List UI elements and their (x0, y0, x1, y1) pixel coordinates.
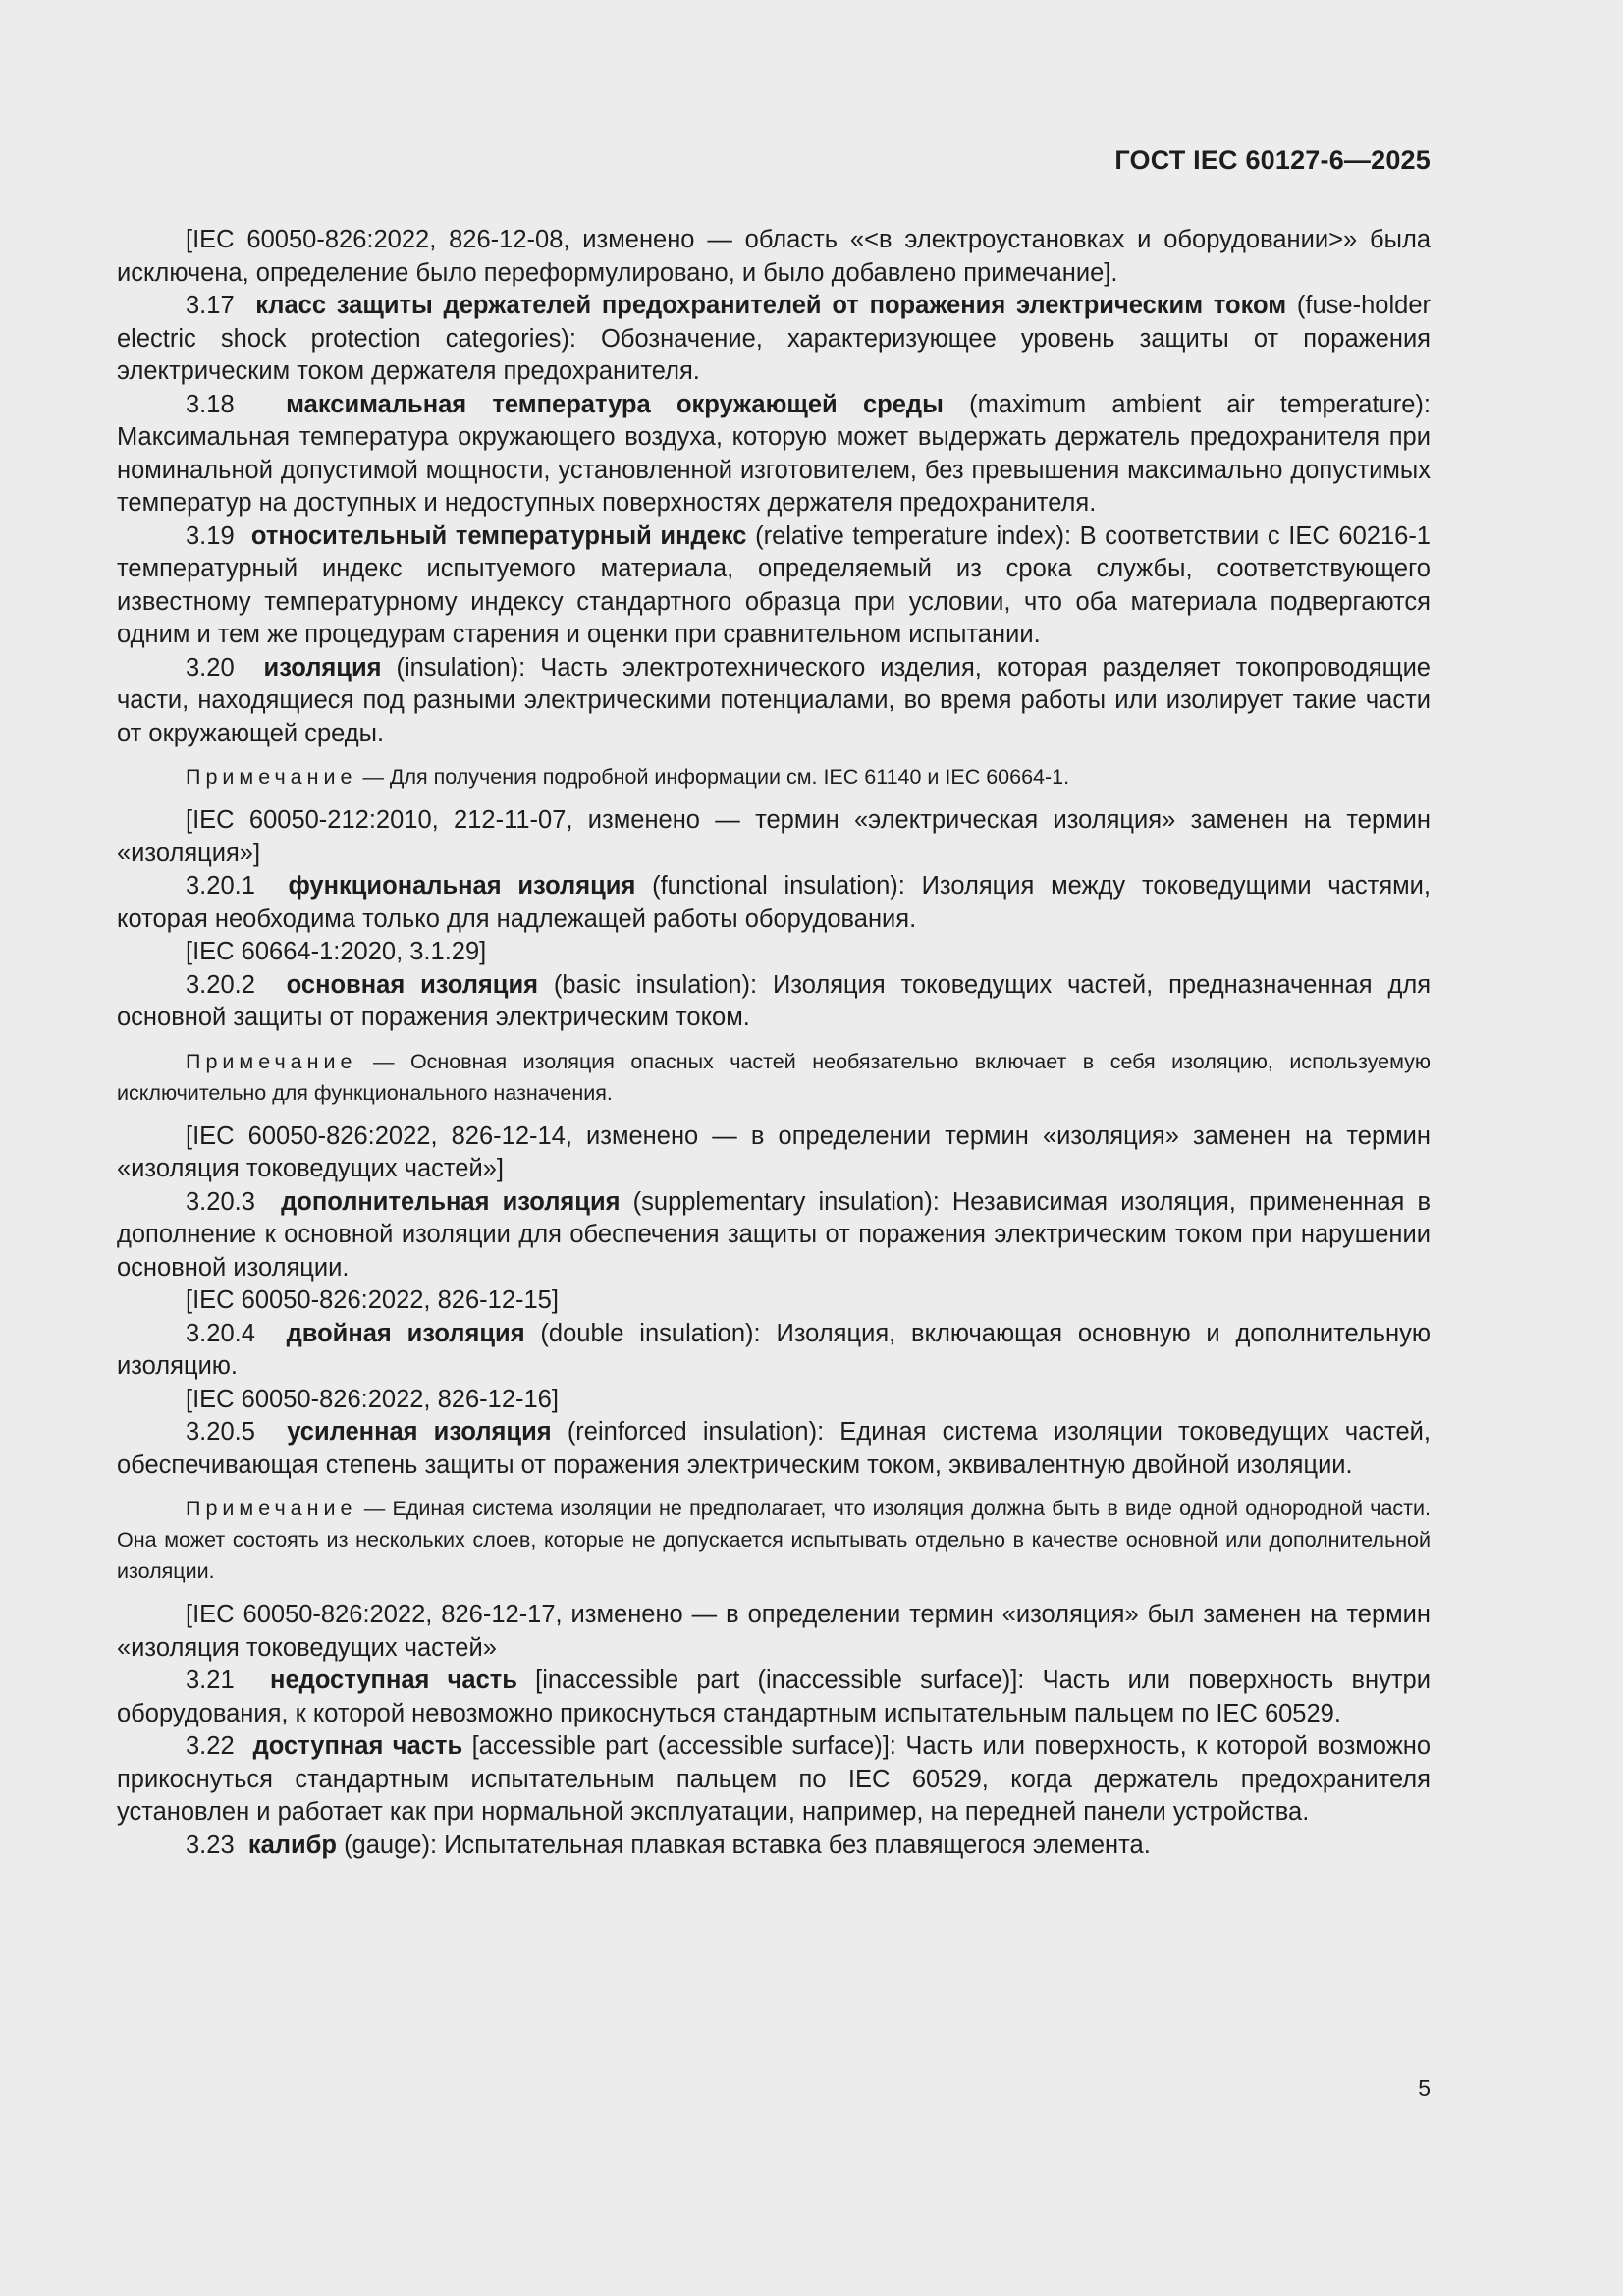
term-name: максимальная температура окружающей среды (286, 390, 944, 418)
term-name: функциональная изоляция (288, 872, 636, 900)
note (117, 1493, 1431, 1587)
paragraph-text: [IEC 60050-826:2022, 826-12-16] (186, 1385, 559, 1413)
paragraph-reference (117, 1121, 1431, 1186)
paragraph-reference (117, 936, 1431, 969)
definition-text: (relative temperature index): В соответствии с IEC 60216-1 температурный индекс испытуемого материала, определяемый из срока службы, соответствующего известному температурному индексу стандартного образца при условии, что оба материала подвергаются одним и тем же процедурам старения и оценки при сравнительном испытании. (117, 521, 1431, 648)
clause-number: 3.19 (186, 521, 235, 550)
clause-number: 3.23 (186, 1831, 235, 1859)
clause-number: 3.20.3 (186, 1187, 255, 1216)
clause-number: 3.20.5 (186, 1418, 255, 1446)
clause-number: 3.18 (186, 390, 235, 418)
definition-3-23 (117, 1830, 1431, 1863)
definition-text: [accessible part (accessible surface)]: Часть или поверхность, к которой возможно прикоснуться стандартным испытательным пальцем по IEC 60529, когда держатель предохранителя установлен и работает как при нормальной эксплуатации, например, на передней панели устройства. (117, 1732, 1432, 1826)
definition-text: (gauge): Испытательная плавкая вставка без плавящегося элемента. (344, 1831, 1151, 1859)
paragraph-text: [IEC 60050-826:2022, 826-12-08, изменено — область «<в электроустановках и оборудовании>» была исключена, определение было переформулировано, и было добавлено примечание]. (117, 226, 1431, 287)
note-label: Примечание (186, 765, 357, 789)
paragraph-reference (117, 1384, 1431, 1417)
definition-3-20-3 (117, 1186, 1431, 1285)
term-name: доступная часть (252, 1732, 463, 1760)
definition-text: [inaccessible part (inaccessible surface)]: Часть или поверхность внутри оборудования, к которой невозможно прикоснуться стандартным испытательным пальцем по IEC 60529. (117, 1667, 1431, 1727)
note (117, 1046, 1431, 1109)
term-name: изоляция (263, 653, 382, 682)
definition-3-17 (117, 290, 1431, 389)
definition-3-19 (117, 520, 1431, 652)
term-name: основная изоляция (286, 970, 539, 999)
definition-text: (fuse-holder electric shock protection categories): Обозначение, характеризующее уровень защиты от поражения электрическим током держателя предохранителя. (117, 292, 1431, 385)
definition-text: (maximum ambient air temperature): Максимальная температура окружающего воздуха, которую может выдержать держатель предохранителя при номинальной допустимой мощности, установленной изготовителем, без превышения максимально допустимых температур на доступных и недоступных поверхностях держателя предохранителя. (117, 390, 1431, 517)
document-header: ГОСТ IEC 60127-6—2025 (1114, 145, 1431, 175)
document-body (117, 224, 1431, 1862)
definition-3-20-1 (117, 870, 1431, 936)
definition-3-20-2 (117, 969, 1431, 1035)
term-name: дополнительная изоляция (281, 1187, 621, 1216)
note (117, 761, 1431, 793)
clause-number: 3.20.2 (186, 970, 255, 999)
clause-number: 3.20 (186, 653, 235, 682)
clause-number: 3.20.1 (186, 872, 255, 900)
definition-3-22 (117, 1730, 1431, 1830)
paragraph-text: [IEC 60050-212:2010, 212-11-07, изменено — термин «электрическая изоляция» заменен на термин «изоляция»] (117, 806, 1431, 867)
paragraph-text: [IEC 60050-826:2022, 826-12-14, изменено — в определении термин «изоляция» заменен на термин «изоляция токоведущих частей»] (117, 1121, 1431, 1182)
paragraph-reference (117, 1285, 1431, 1318)
clause-number: 3.21 (186, 1667, 235, 1694)
term-name: недоступная часть (270, 1667, 517, 1694)
clause-number: 3.17 (186, 292, 235, 319)
note-text: — Основная изоляция опасных частей необязательно включает в себя изоляцию, используемую исключительно для функционального назначения. (117, 1049, 1431, 1105)
note-label: Примечание (186, 1049, 357, 1073)
page-number: 5 (1418, 2075, 1431, 2101)
note-text: — Для получения подробной информации см. IEC 61140 и IEC 60664-1. (362, 765, 1070, 789)
definition-text: (insulation): Часть электротехнического изделия, которая разделяет токопроводящие части, находящиеся под разными электрическими потенциалами, во время работы или изолирует такие части от окружающей среды. (117, 653, 1431, 747)
term-name: класс защиты держателей предохранителей от поражения электрическим током (255, 292, 1287, 319)
paragraph-text: [IEC 60050-826:2022, 826-12-15] (186, 1286, 559, 1314)
clause-number: 3.20.4 (186, 1319, 255, 1347)
definition-text: (supplementary insulation): Независимая изоляция, примененная в дополнение к основной изоляции для обеспечения защиты от поражения электрическим током при нарушении основной изоляции. (117, 1187, 1431, 1282)
definition-text: (reinforced insulation): Единая система изоляции токоведущих частей, обеспечивающая степень защиты от поражения электрическим током, эквивалентную двойной изоляции. (117, 1418, 1431, 1479)
term-name: относительный температурный индекс (250, 521, 747, 550)
definition-3-20-4 (117, 1318, 1431, 1384)
clause-number: 3.22 (186, 1732, 235, 1760)
definition-3-20-5 (117, 1416, 1431, 1482)
paragraph-text: [IEC 60664-1:2020, 3.1.29] (186, 938, 487, 965)
paragraph-reference (117, 804, 1431, 870)
paragraph-reference (117, 224, 1431, 290)
definition-text: (functional insulation): Изоляция между токоведущими частями, которая необходима только для надлежащей работы оборудования. (117, 872, 1431, 933)
term-name: калибр (247, 1831, 337, 1859)
definition-3-20 (117, 652, 1431, 751)
definition-text: (double insulation): Изоляция, включающая основную и дополнительную изоляцию. (117, 1319, 1432, 1380)
paragraph-reference (117, 1599, 1431, 1665)
term-name: двойная изоляция (286, 1319, 525, 1347)
definition-3-21 (117, 1665, 1431, 1730)
note-label: Примечание (186, 1497, 357, 1520)
term-name: усиленная изоляция (287, 1418, 552, 1446)
definition-text: (basic insulation): Изоляция токоведущих частей, предназначенная для основной защиты от поражения электрическим током. (117, 970, 1432, 1031)
definition-3-18 (117, 389, 1431, 520)
paragraph-text: [IEC 60050-826:2022, 826-12-17, изменено — в определении термин «изоляция» был заменен на термин «изоляция токоведущих частей» (117, 1601, 1431, 1662)
note-text: — Единая система изоляции не предполагает, что изоляция должна быть в виде одной однородной части. Она может состоять из нескольких слоев, которые не допускается испытывать отдельно в качестве основной или дополнительной изоляции. (117, 1497, 1431, 1583)
